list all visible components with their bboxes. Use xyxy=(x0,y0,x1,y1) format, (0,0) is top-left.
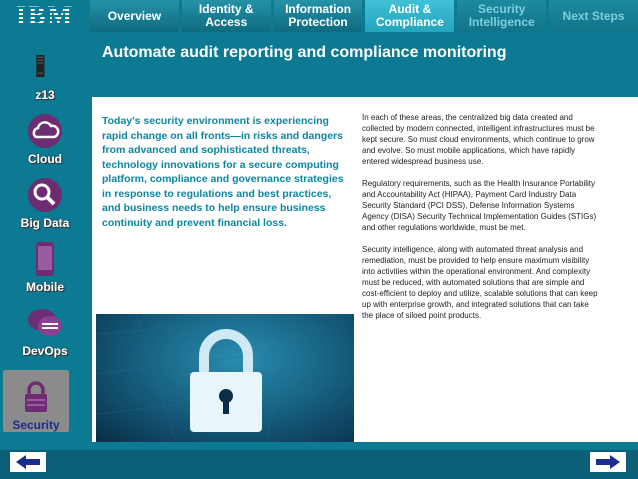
tab-audit-compliance[interactable]: Audit & Compliance xyxy=(365,0,454,32)
sidebar-item-big-data[interactable] xyxy=(4,168,86,230)
forward-arrow-icon[interactable] xyxy=(590,452,626,472)
lock-icon xyxy=(17,378,55,416)
sidebar-item-label: Mobile xyxy=(26,280,64,294)
phone-icon xyxy=(26,240,64,278)
sidebar-item-label: Security xyxy=(12,418,60,432)
cloud-icon xyxy=(26,112,64,150)
padlock-illustration xyxy=(96,314,354,442)
lead-paragraph: Today's security environment is experiencing rapid change on all fronts—in risks and dangers from advanced and sophisticated threats, technology innovations for a secure computing platform, compliance and governance strategies in response to regulations and best practices, and business needs to help ensure business continuity and prevent financial loss. xyxy=(102,115,344,229)
padlock-photo xyxy=(96,314,354,442)
sidebar-item-label: Big Data xyxy=(20,216,70,230)
sidebar-item-devops[interactable] xyxy=(4,296,86,358)
sidebar xyxy=(0,32,90,442)
sidebar-item-label: DevOps xyxy=(22,344,68,358)
sidebar-item-label: Cloud xyxy=(28,152,62,166)
magnifier-icon xyxy=(26,176,64,214)
bottom-bar xyxy=(0,442,638,479)
body-paragraph: In each of these areas, the centralized big data created and collected by modern connected, intelligent infrastructures must be kept secure. So must cloud environments, which continue to grow and evolve. So must mobile applications, which have rapidly entered widespread business use. xyxy=(362,113,595,166)
sidebar-item-label: z13 xyxy=(35,88,55,102)
content-panel xyxy=(92,32,638,442)
body-text xyxy=(362,112,602,332)
ibm-logo: IBM xyxy=(16,1,74,30)
sidebar-item-z13[interactable] xyxy=(4,40,86,102)
tab-information-protection[interactable]: Information Protection xyxy=(274,0,363,32)
top-tabs xyxy=(90,0,638,32)
back-arrow-icon[interactable] xyxy=(10,452,46,472)
body-paragraph: Regulatory requirements, such as the Health Insurance Portability and Accountability Act (HIPAA), Payment Card Industry Data Security Standard (PCI DSS), Defense Information Systems Agency (DISA) Security Technical Implementation Guides (STIGs) and other regulations worldwide, must be met. xyxy=(362,179,597,232)
tab-next-steps[interactable]: Next Steps xyxy=(549,0,638,32)
bottom-bar-inner xyxy=(0,450,638,479)
tab-overview[interactable]: Overview xyxy=(90,0,179,32)
sidebar-item-cloud[interactable] xyxy=(4,104,86,166)
body-paragraph: Security intelligence, along with automated threat analysis and remediation, must be provided to help ensure maximum visibility into activities within the operational environment. And complexity must be reduced, with automated solutions that are simple and cost-efficient to deploy and utilize, scalable solutions that can keep up with enterprise growth, and integrated solutions that can take the place of siloed point products. xyxy=(362,245,598,320)
server-icon xyxy=(34,46,56,86)
chat-icon xyxy=(26,304,64,342)
page-title: Automate audit reporting and compliance monitoring xyxy=(102,44,507,61)
sidebar-item-security[interactable] xyxy=(3,370,69,432)
tab-security-intelligence[interactable]: Security Intelligence xyxy=(457,0,546,32)
tab-identity-access[interactable]: Identity & Access xyxy=(182,0,271,32)
sidebar-item-mobile[interactable] xyxy=(4,232,86,294)
